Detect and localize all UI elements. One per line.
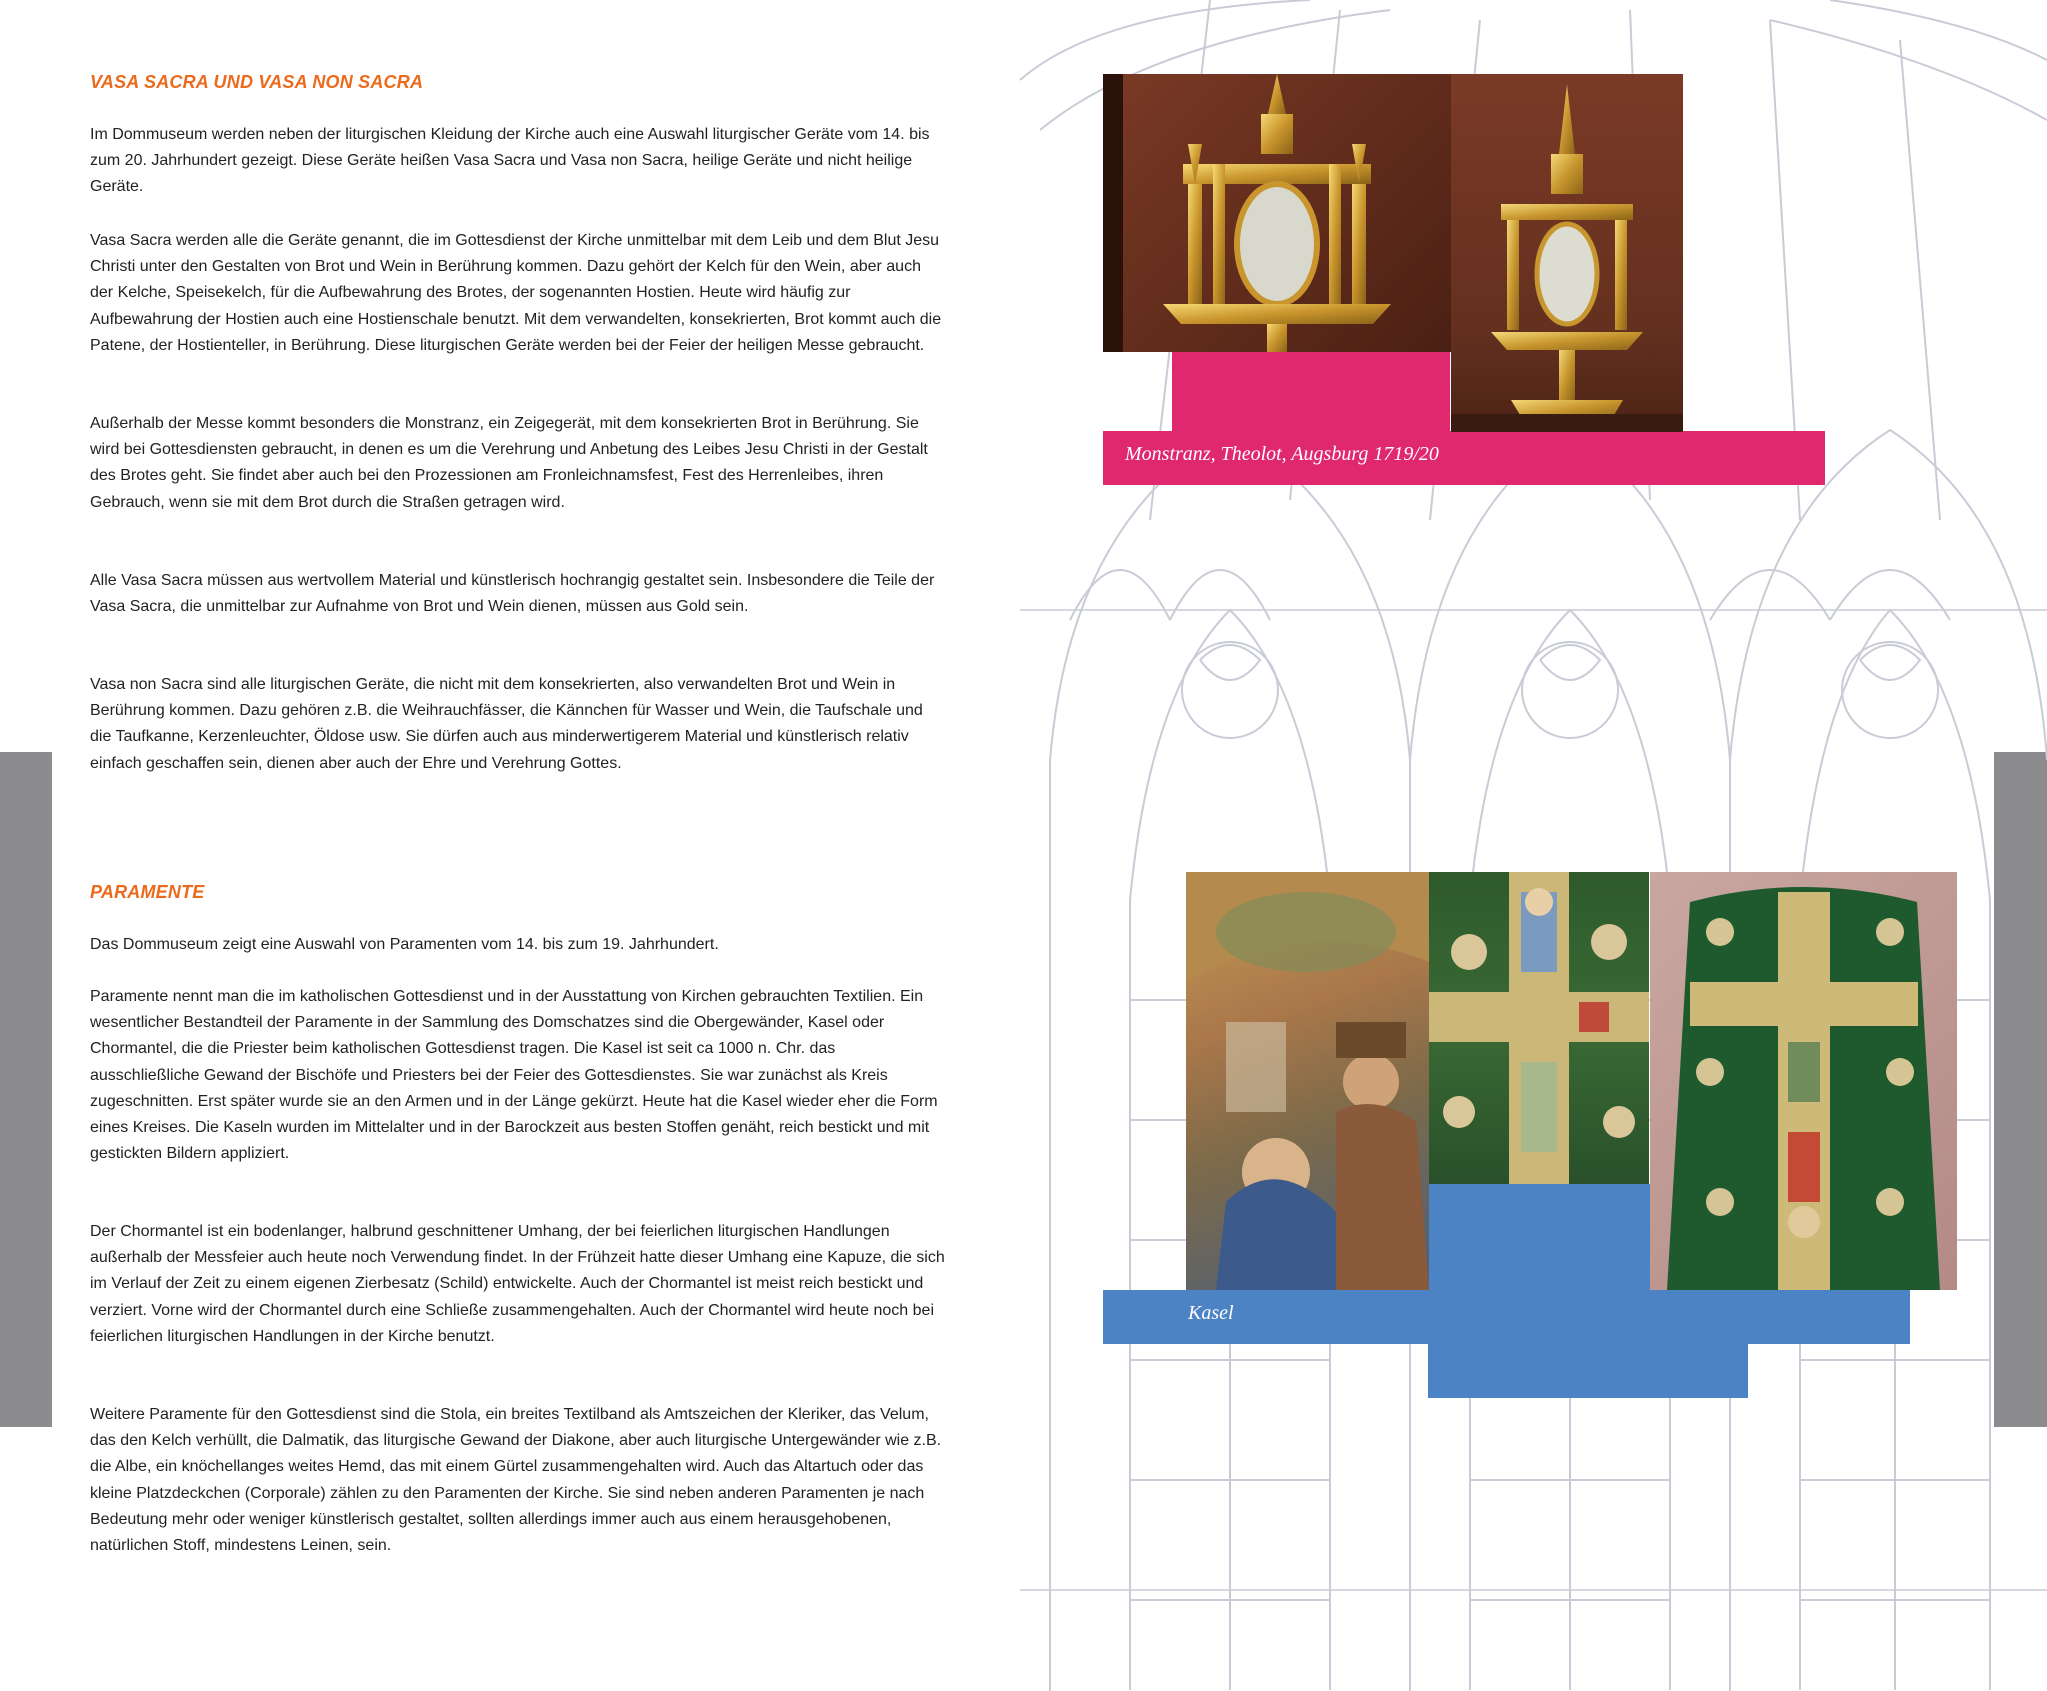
left-side-tab: [0, 752, 52, 1427]
paragraph: Vasa non Sacra sind alle liturgischen Geräte, die nicht mit dem konsekrierten, also verwandelten Brot und Wein in Berührung kommen. Dazu gehören z.B. die Weihrauchfässer, die Kännchen für Wasser und Wein, die Taufschale und die Taufkanne, Kerzenleuchter, Öldose usw. Sie dürfen auch aus minderwertigerem Material und künstlerisch relativ einfach geschaffen sein, dienen aber auch der Ehre und Verehrung Gottes.: [90, 676, 923, 772]
pink-accent-block: [1172, 352, 1450, 432]
kasel-full-photo: [1650, 872, 1957, 1290]
monstranz-caption: Monstranz, Theolot, Augsburg 1719/20: [1125, 443, 1439, 465]
monstranz-photo-2: [1451, 74, 1683, 432]
paragraph: Alle Vasa Sacra müssen aus wertvollem Material und künstlerisch hochrangig gestaltet sein. Insbesondere die Teile der Vasa Sacra, die unmittelbar zur Aufnahme von Brot und Wein dienen, müssen aus Gold sein.: [90, 572, 935, 616]
kasel-detail-photo: [1429, 872, 1649, 1184]
paragraph: Das Dommuseum zeigt eine Auswahl von Paramenten vom 14. bis zum 19. Jahrhundert.: [90, 936, 719, 953]
monstranz-photo-1: [1103, 74, 1451, 352]
paragraph: Paramente nennt man die im katholischen Gottesdienst und in der Ausstattung von Kirchen gebrauchten Textilien. Ein wesentlicher Bestandteil der Paramente in der Sammlung des Domschatzes sind die Obergewänder, Kasel oder Chormantel, die die Priester beim katholischen Gottesdienst tragen. Die Kasel ist seit ca 1000 n. Chr. das ausschließliche Gewand der Bischöfe und Priesters bei der Feier des Gottesdienstes. Sie war zunächst als Kreis zugeschnitten. Erst später wurde sie an den Armen und in der Länge gekürzt. Heute hat die Kasel wieder eher die Form eines Kreises. Die Kaseln wurden im Mittelalter und in der Barockzeit aus besten Stoffen genäht, reich bestickt und mit gestickten Bildern appliziert.: [90, 988, 938, 1163]
kasel-caption: Kasel: [1188, 1302, 1234, 1324]
paragraph: Weitere Paramente für den Gottesdienst sind die Stola, ein breites Textilband als Amtszeichen der Kleriker, das Velum, das den Kelch verhüllt, die Dalmatik, das liturgische Gewand der Diakone, aber auch liturgische Untergewänder wie z.B. die Albe, ein knöchellanges weites Hemd, das mit einem Gürtel zusammengehalten wird. Auch das Altartuch oder das kleine Platzdeckchen (Corporale) zählen zu den Paramenten der Kirche. Sie sind neben anderen Paramenten je nach Bedeutung mehr oder weniger künstlerisch gestaltet, sollten allerdings immer auch aus einem herausgehobenen, natürlichen Stoff, mindestens Leinen, sein.: [90, 1406, 942, 1555]
section-heading-vasa-sacra: VASA SACRA UND VASA NON SACRA: [90, 72, 424, 92]
paragraph: Der Chormantel ist ein bodenlanger, halbrund geschnittener Umhang, der bei feierlichen liturgischen Handlungen außerhalb der Messfeier auch heute noch Verwendung findet. In der Frühzeit hatte dieser Umhang eine Kapuze, die sich im Verlauf der Zeit zu einem eigenen Zierbesatz (Schild) entwickelte. Auch der Chormantel ist meist reich bestickt und verziert. Vorne wird der Chormantel durch eine Schließe zusammengehalten. Auch der Chormantel wird heute noch bei feierlichen liturgischen Handlungen in der Kirche benutzt.: [90, 1223, 945, 1345]
paragraph: Im Dommuseum werden neben der liturgischen Kleidung der Kirche auch eine Auswahl liturgischer Geräte vom 14. bis zum 20. Jahrhundert gezeigt. Diese Geräte heißen Vasa Sacra und Vasa non Sacra, heilige Geräte und nicht heilige Geräte.: [90, 126, 930, 196]
section-heading-paramente: PARAMENTE: [90, 882, 205, 902]
paragraph: Vasa Sacra werden alle die Geräte genannt, die im Gottesdienst der Kirche unmittelbar mit dem Leib und dem Blut Jesu Christi unter den Gestalten von Brot und Wein in Berührung kommen. Dazu gehört der Kelch für den Wein, aber auch der Kelche, Speisekelch, für die Aufbewahrung des Brotes, der sogenannten Hostien. Heute wird häufig zur Aufbewahrung der Hostien auch eine Hostienschale benutzt. Mit dem verwandelten, konsekrierten, Brot kommt auch die Patene, der Hostienteller, in Berührung. Diese liturgischen Geräte werden bei der Feier der heiligen Messe gebraucht.: [90, 232, 942, 354]
blue-accent-block-bottom: [1428, 1344, 1748, 1398]
embroidery-photo: [1186, 872, 1429, 1290]
paragraph: Außerhalb der Messe kommt besonders die Monstranz, ein Zeigegerät, mit dem konsekrierten Brot in Berührung. Sie wird bei Gottesdiensten gebraucht, in denen es um die Verehrung und Anbetung des Leibes Jesu Christi in der Gestalt des Brotes geht. Sie findet aber auch bei den Prozessionen am Fronleichnamsfest, Fest des Herrenleibes, ihren Gebrauch, wenn sie mit dem Brot durch die Straßen getragen wird.: [90, 415, 928, 511]
